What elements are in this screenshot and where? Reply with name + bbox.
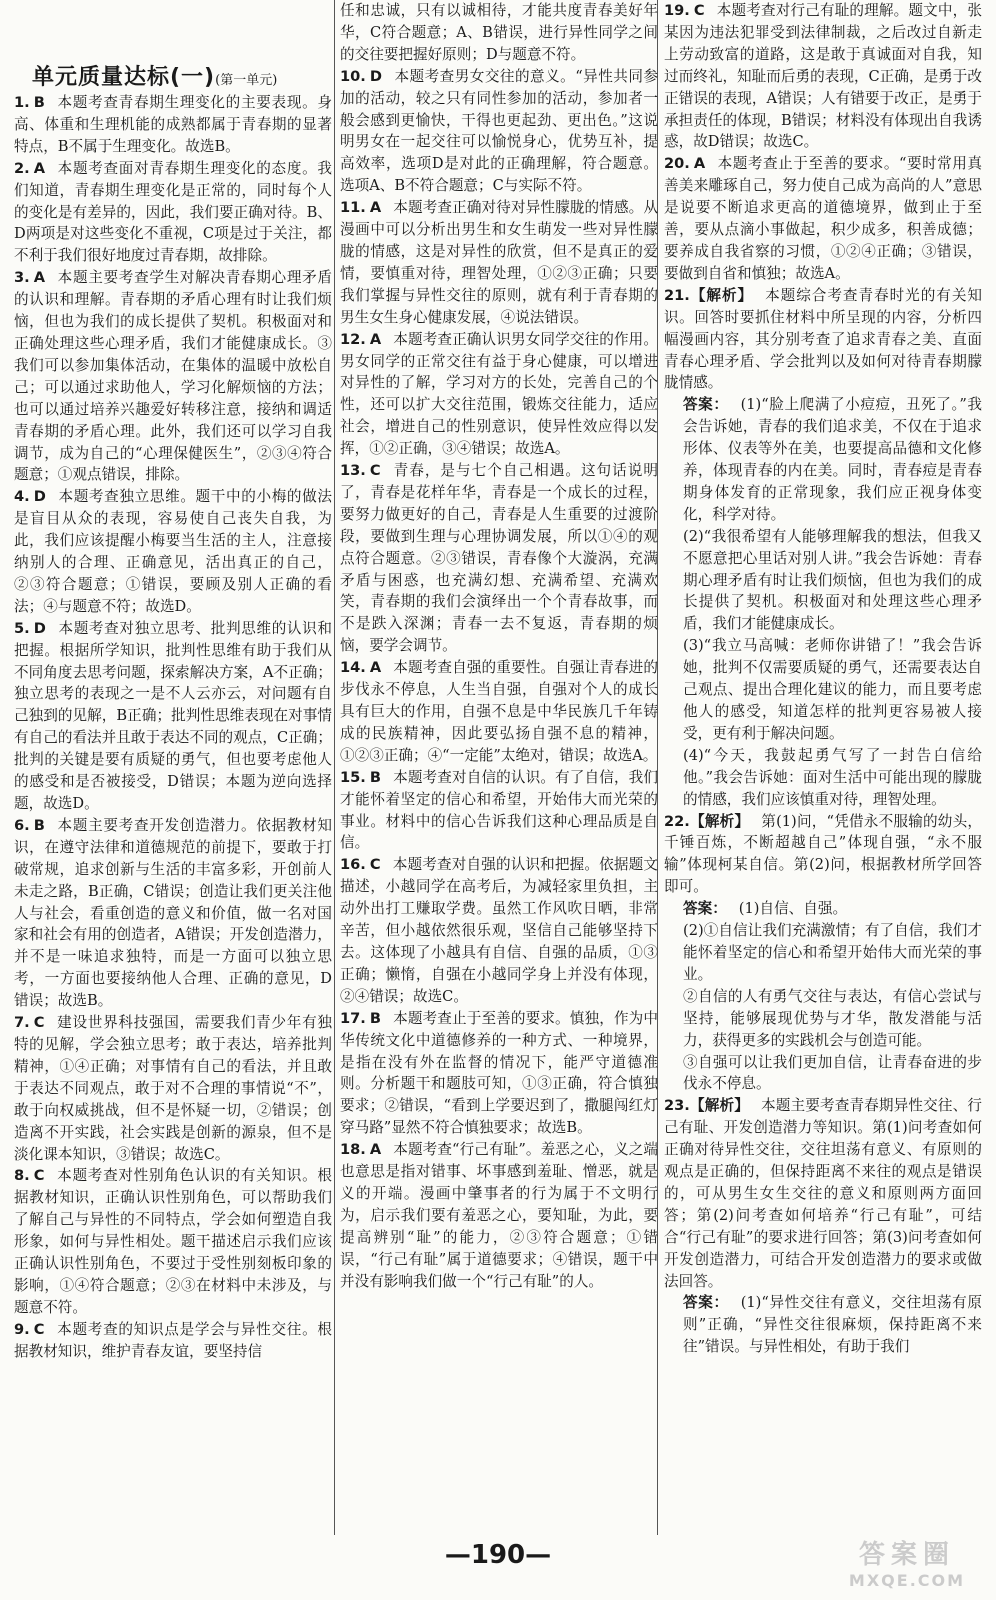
question-number: 3. [14, 269, 30, 287]
answer-choice: A [33, 269, 45, 287]
answer-explanation: 本题考查对自强的认识和把握。依据题文描述，小越同学在高考后，为减轻家里负担，主动外出打工赚取学费。虽然工作风吹日晒，非常辛苦，但小越依然很乐观，坚信自己能够坚持下去。这体现了小越具有自信、自强的品质，①③正确；懒惰，自强在小越同学身上并没有体现，②④错误；故选C。 [340, 856, 658, 1005]
question-number: 1. [14, 94, 30, 111]
answer-choice: C [369, 856, 381, 874]
question-number: 15. [340, 768, 366, 786]
answer-choice: 【解析】 [689, 286, 754, 304]
answer-item [340, 460, 658, 657]
answer-item [664, 811, 982, 899]
answer-choice: D [33, 488, 46, 506]
answer-item [14, 158, 332, 268]
question-number: 18. [340, 1141, 366, 1159]
answer-explanation: 本题考查“行己有耻”。羞恶之心，义之端也意思是指对错事、坏事感到羞耻、憎恶，就是义的开端。漫画中肇事者的行为属于不文明行为，启示我们要有羞恶之心，要知耻，为此，要提高辨别“耻”的能力，②③符合题意；①错误，“行己有耻”属于道德要求；④错误，题干中并没有影响我们做一个“行己有耻”的人。 [340, 1141, 658, 1290]
answer-explanation: (2)“我很希望有人能够理解我的想法，但我又不愿意把心里话对别人讲。”我会告诉她：青春期心理矛盾有时让我们烦恼，但也为我们的成长提供了契机。积极面对和处理这些心理矛盾，我们才能健康成长。 [683, 527, 982, 633]
answer-item [340, 854, 658, 1007]
answer-explanation: 本题考查的知识点是学会与异性交往。根据教材知识，维护青春友谊，要坚持信 [14, 1320, 332, 1360]
question-number: 9. [14, 1320, 30, 1338]
answer-item [664, 1052, 982, 1096]
answer-item [664, 394, 982, 525]
answer-explanation: (4)“今天，我鼓起勇气写了一封告白信给他。”我会告诉她：面对生活中可能出现的朦胧的情感，我们应该慎重对待，理智处理。 [683, 746, 982, 808]
answer-explanation: 本题考查面对青春期生理变化的态度。我们知道，青春期生理变化是正常的，同时每个人的变化是有差异的，因此，我们要正确对待。B、D两项是对这些变化不重视，C项是过于关注，都不利于我们很好地度过青春期，故排除。 [14, 159, 332, 265]
answer-choice: 答案： [683, 900, 727, 918]
question-number: 23. [664, 1097, 690, 1115]
section-title-text: 单元质量达标(一) [32, 65, 216, 90]
answer-item [14, 1319, 332, 1363]
question-number: 4. [14, 488, 30, 506]
watermark-logo: 答案圈 MXQE.COM [848, 1540, 966, 1590]
answer-choice: D [33, 619, 46, 637]
answer-item [340, 66, 658, 197]
answer-explanation: 本题考查对行己有耻的理解。题文中，张某因为违法犯罪受到法律制裁，之后改过自新走上劳动致富的道路，这是敢于真诚面对自我，知过而终礼，知耻而后勇的表现，C正确，是勇于改正错误的表现，A错误；人有错要于改正，是勇于承担责任的体现，B错误；材料没有体现出自我诱惑，故D错误；故选C。 [664, 2, 982, 151]
answer-explanation: ③自强可以让我们更加自信，让青春奋进的步伐永不停息。 [683, 1053, 982, 1093]
answer-item [664, 285, 982, 395]
answer-choice: B [369, 1009, 381, 1027]
answer-explanation: 本题考查对自信的认识。有了自信，我们才能怀着坚定的信心和希望，开始伟大而光荣的事业。材料中的信心告诉我们这种心理品质是自信。 [340, 768, 658, 852]
answer-item [664, 986, 982, 1052]
answer-item [340, 657, 658, 767]
answer-item [14, 92, 332, 158]
section-subtitle: (第一单元) [215, 73, 278, 88]
answer-item [340, 0, 658, 66]
answer-item [664, 745, 982, 811]
answer-explanation: 本题主要考查青春期异性交往、行己有耻、开发创造潜力等知识。第(1)问考查如何正确对待异性交往，交往坦荡有意义、有原则的观点是正确的，但保持距离不来往的观点是错误的，可从男生女生交往的意义和原则两方面回答；第(2)问考查如何培养“行己有耻”，可结合“行己有耻”的要求进行回答；第(3)问考查如何开发创造潜力，可结合开发创造潜力的要求或做法回答。 [664, 1097, 982, 1290]
answer-column-3 [664, 0, 982, 1528]
answer-explanation: 本题考查青春期生理变化的主要表现。身高、体重和生理机能的成熟都属于青春期的显著特点，B不属于生理变化。故选B。 [14, 94, 332, 155]
answer-item [664, 0, 982, 153]
question-number: 21. [664, 286, 690, 304]
answer-choice: 答案： [683, 396, 729, 414]
answer-explanation: 本题考查独立思维。题干中的小梅的做法是盲目从众的表现，容易使自己丧失自我，为此，我们应该提醒小梅要当生活的主人，注意接纳别人的合理、正确意见，活出真正的自己，②③符合题意；①错误，要顾及别人正确的看法；④与题意不符；故选D。 [14, 488, 332, 615]
question-number: 7. [14, 1014, 30, 1032]
column-divider [334, 0, 335, 1535]
answer-item [14, 1165, 332, 1318]
answer-column-2 [340, 0, 658, 1528]
answer-choice: C [33, 1014, 45, 1032]
answer-choice: C [33, 1167, 45, 1185]
answer-item [664, 635, 982, 745]
answer-choice: C [33, 1320, 45, 1338]
answer-item [664, 526, 982, 636]
answer-explanation: 本题考查对性别角色认识的有关知识。根据教材知识，正确认识性别角色，可以帮助我们了解自己与异性的不同特点，学会如何塑造自我形象，如何与异性相处。题干描述启示我们应该正确认识性别角色，不要过于受性别刻板印象的影响，①④符合题意；②③在材料中未涉及，与题意不符。 [14, 1167, 332, 1316]
question-number: 2. [14, 159, 30, 177]
answer-item [340, 1008, 658, 1139]
answer-choice: B [369, 768, 381, 786]
answer-explanation: 本题考查男女交往的意义。“异性共同参加的活动，较之只有同性参加的活动，参加者一般会感到更愉快，干得也更起劲、更出色。”这说明男女在一起交往可以愉悦身心，优势互补，提高效率，选项D是对此的正确理解，符合题意。选项A、B不符合题意；C与实际不符。 [340, 67, 658, 195]
answer-explanation: (2)①自信让我们充满激情；有了自信，我们才能怀着坚定的信心和希望开始伟大而光荣的事业。 [683, 922, 982, 983]
answer-item [664, 920, 982, 986]
question-number: 13. [340, 462, 366, 480]
question-number: 20. [664, 155, 690, 173]
answer-explanation: 青春，是与七个自己相遇。这句话说明了，青春是花样年华，青春是一个成长的过程，要努力做更好的自己，青春是人生重要的过渡阶段，要做到生理与心理协调发展，所以①④的观点符合题意。②③错误，青春像个大漩涡，充满矛盾与困惑，也充满幻想、充满希望、充满欢笑，青春期的我们会演绎出一个个青春故事，而不是跌入深渊；青春一去不复返，青春期的烦恼，要学会调节。 [340, 462, 658, 655]
answer-explanation: 建设世界科技强国，需要我们青少年有独特的见解，学会独立思考；敢于表达，培养批判精神，①④正确；对事情有自己的看法，并且敢于表达不同观点，敢于对不合理的事情说“不”，敢于向权威挑战，但不是怀疑一切，②错误；创造离不开实践，社会实践是创新的源泉，但不是淡化课本知识，③错误；故选C。 [14, 1014, 332, 1163]
question-number: 14. [340, 659, 366, 677]
answer-item [340, 1139, 658, 1292]
answer-choice: A [369, 199, 382, 217]
answer-choice: A [369, 659, 382, 677]
answer-item [664, 1292, 982, 1358]
answer-choice: C [369, 462, 381, 480]
question-number: 16. [340, 856, 366, 874]
question-number: 22. [664, 812, 690, 830]
answer-item [14, 267, 332, 486]
answer-explanation: (1)“脸上爬满了小痘痘，丑死了。”我会告诉她，青春的我们追求美，不仅在于追求形体、仪表等外在美，也要提高品德和文化修养，体现青春的内在美。同时，青春痘是青春期身体发育的正常现象，我们应正视身体变化，科学对待。 [683, 396, 982, 523]
answer-explanation: 本题考查正确对待对异性朦胧的情感。从漫画中可以分析出男生和女生萌发一些对异性朦胧的情感，这是对异性的欣赏，但不是真正的爱情，要慎重对待，理智处理，①②③正确；只要我们掌握与异性交往的原则，就有利于青春期的男生女生身心健康发展，④说法错误。 [340, 199, 658, 326]
answer-explanation: (1)“异性交往有意义，交往坦荡有原则”正确，“异性交往很麻烦，保持距离不来往”错误。与异性相处，有助于我们 [683, 1294, 982, 1356]
answer-item [664, 153, 982, 284]
answer-choice: A [693, 155, 706, 173]
answer-column-1 [14, 62, 332, 1528]
answer-explanation: 本题考查对独立思考、批判思维的认识和把握。根据所学知识，批判性思维有助于我们从不同角度去思考问题，探索解决方案，A不正确；独立思考的表现之一是不人云亦云，对问题有自己独到的见解，B正确；批判性思维表现在对事情有自己的看法并且敢于表达不同的观点，C正确；批判的关键是要有质疑的勇气，但也要考虑他人的感受和是否被接受，D错误；本题为逆向选择题，故选D。 [14, 619, 332, 812]
answer-explanation: 本题综合考查青春时光的有关知识。回答时要抓住材料中所呈现的内容，分析四幅漫画内容，其分别考查了追求青春之美、直面青春心理矛盾、学会批判以及如何对待青春期朦胧情感。 [664, 286, 982, 392]
answer-choice: A [33, 159, 45, 177]
answer-choice: 【解析】 [689, 812, 750, 830]
answer-explanation: 任和忠诚，只有以诚相待，才能共度青春美好年华，C符合题意；A、B错误，进行异性同学之间的交往要把握好原则；D与题意不符。 [340, 2, 658, 63]
question-number: 6. [14, 816, 30, 834]
answer-item [340, 767, 658, 855]
answer-item [14, 1012, 332, 1165]
answer-choice: B [33, 94, 45, 111]
question-number: 11. [340, 199, 366, 217]
answer-choice: A [369, 330, 382, 348]
answer-explanation: 本题主要考查学生对解决青春期心理矛盾的认识和理解。青春期的矛盾心理有时让我们烦恼，但也为我们的成长提供了契机。积极面对和正确处理这些心理矛盾，我们才能健康成长。③我们可以参加集体活动，在集体的温暖中放松自己；可以通过求助他人，学习化解烦恼的方法；也可以通过培养兴趣爱好转移注意，接纳和调适青春期的矛盾心理。此外，我们还可以学习自我调节，成为自己的“心理保健医生”，②③④符合题意；①观点错误，排除。 [14, 269, 332, 484]
answer-explanation: 本题考查止于至善的要求。“要时常用真善美来雕琢自己，努力使自己成为高尚的人”意思是说要不断追求更高的道德境界，做到止于至善，要从点滴小事做起，积少成多，积善成德；要养成自我省察的习惯，①②④正确；③错误，要做到自省和慎独；故选A。 [664, 155, 982, 282]
page-number: —190— [444, 1540, 552, 1570]
answer-item [340, 197, 658, 328]
question-number: 17. [340, 1009, 366, 1027]
answer-explanation: 第(1)问，“凭借永不服输的幼头，千锤百炼，不断超越自己”体现自强，“永不服输”体现柯某自信。第(2)问，根据教材所学回答即可。 [664, 812, 982, 896]
answer-choice: D [369, 67, 382, 85]
answer-item [14, 486, 332, 617]
answer-item [664, 898, 982, 920]
answer-explanation: 本题主要考查开发创造潜力。依据教材知识，在遵守法律和道德规范的前提下，要敢于打破常规，追求创新与生活的丰富多彩，开创前人未走之路，B正确，C错误；创造让我们更关注他人与社会，看重创造的意义和价值，做一名对国家和社会有用的创造者，A错误；开发创造潜力，并不是一味追求独特，而是一方面可以独立思考，一方面也要接纳他人合理、正确的意见，D错误；故选B。 [14, 816, 332, 1010]
question-number: 10. [340, 67, 366, 85]
answer-explanation: 本题考查止于至善的要求。慎独，作为中华传统文化中道德修养的一种方式、一种境界，是指在没有外在监督的情况下，能严守道德准则。分析题干和题肢可知，①③正确，符合慎独要求；②错误，“看到上学要迟到了，撒腿闯红灯穿马路”显然不符合慎独要求；故选B。 [340, 1009, 658, 1137]
question-number: 19. [664, 2, 690, 19]
answer-explanation: 本题考查正确认识男女同学交往的作用。男女同学的正常交往有益于身心健康，可以增进对异性的了解，学习对方的长处，完善自己的个性，还可以扩大交往范围，锻炼交往能力，适应社会，增进自己的性别意识，使异性效应得以发挥，①②正确，③④错误；故选A。 [340, 330, 658, 458]
answer-explanation: ②自信的人有勇气交往与表达，有信心尝试与坚持，能够展现优势与才华，散发潜能与活力，获得更多的实践机会与创造可能。 [683, 987, 982, 1049]
answer-choice: C [693, 2, 705, 19]
answer-choice: B [33, 816, 45, 834]
answer-item [340, 329, 658, 460]
question-number: 12. [340, 330, 366, 348]
answer-explanation: (1)自信、自强。 [738, 900, 848, 918]
answer-choice: 【解析】 [689, 1097, 749, 1115]
answer-choice: 答案： [683, 1294, 729, 1312]
answer-item [664, 1095, 982, 1292]
question-number: 8. [14, 1167, 30, 1185]
answer-explanation: (3)“我立马高喊：老师你讲错了！”我会告诉她，批判不仅需要质疑的勇气，还需要表达自己观点、提出合理化建议的能力，而且要考虑他人的感受，知道怎样的批判更容易被人接受，更有利于解决问题。 [683, 637, 982, 742]
question-number: 5. [14, 619, 30, 637]
answer-choice: A [369, 1141, 382, 1159]
answer-item [14, 618, 332, 815]
answer-item [14, 815, 332, 1012]
answer-explanation: 本题考查自强的重要性。自强让青春进的步伐永不停息，人生当自强，自强对个人的成长具有巨大的作用，自强不息是中华民族几千年铸成的民族精神，因此要弘扬自强不息的精神，①②③正确；④“一定能”太绝对，错误；故选A。 [340, 659, 658, 764]
